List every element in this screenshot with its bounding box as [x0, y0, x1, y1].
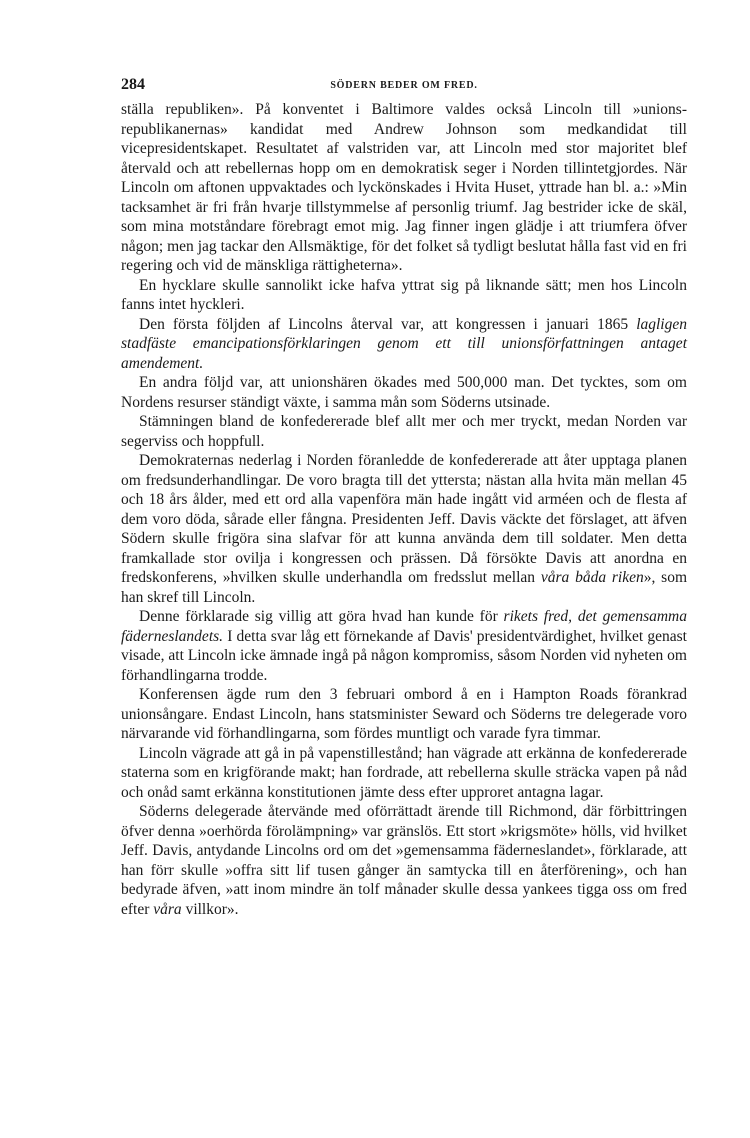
text-run: Söderns delegerade återvände med oförrättadt ärende till Richmond, där förbittringen öfver denna »oerhörda förolämpning» var gränslös. Ett stort »krigsmöte» hölls, vid hvilket Jeff. Davis, antydande Lincolns ord om det »gemensamma fäderneslandet», förklarade, att han förr skulle »offra sitt lif tusen gånger än samtycka till en återförening», och han bedyrade äfven, »att inom mindre än tolf månader skulle dessa yankees tigga oss om fred efter — [121, 803, 687, 918]
body-text — [121, 100, 687, 919]
paragraph — [121, 276, 687, 315]
paragraph — [121, 607, 687, 685]
text-run: Lincoln vägrade att gå in på vapenstillestånd; han vägrade att erkänna de konfedererade staterna som en krigförande makt; han fordrade, att rebellerna skulle sträcka vapen på nåd och onåd samt erkänna konstitutionen jämte dess efter upproret antagna lagar. — [121, 744, 687, 801]
text-run: Demokraternas nederlag i Norden föranledde de konfedererade att åter upptaga planen om fredsunderhandlingar. De voro bragta till det yttersta; nästan alla hvita män mellan 45 och 18 års ålder, med ett ord alla vapenföra män hade ingått vid arméen och de flesta af dem voro döda, sårade eller fångna. Presidenten Jeff. Davis väckte det förslaget, att äfven Södern skulle frigöra sina slafvar för att kunna använda dem till soldater. Men detta framkallade stor ovilja i kongressen och prässen. Då försökte Davis att anordna en fredskonferens, »hvilken skulle underhandla om fredsslut mellan — [121, 452, 687, 586]
text-run: En andra följd var, att unionshären ökades med 500,000 man. Det tycktes, som om Nordens resurser ständigt växte, i samma mån som Söderns utsinade. — [121, 374, 687, 411]
italic-text: våra båda riken — [540, 569, 644, 586]
text-run: Denne förklarade sig villig att göra hvad han kunde för — [139, 608, 504, 625]
italic-text: rikets fred, det gemensamma fäderneslandets. — [121, 608, 687, 645]
page-header — [121, 76, 687, 96]
paragraph — [121, 373, 687, 412]
text-run: ställa republiken». På konventet i Baltimore valdes också Lincoln till »unions-republikanernas» kandidat med Andrew Johnson som medkandidat till vicepresidentskapet. Resultatet af valstriden var, att Lincoln med stor majoritet blef återvald och att rebellernas hopp om en demokratisk seger i Norden tillintetgjordes. När Lincoln om aftonen uppvaktades och lyckönskades i Hvita Huset, yttrade han bl. a.: »Min tacksamhet är fri från hvarje tillstymmelse af personlig triumf. Jag bestrider icke de skäl, som mina motståndare förebragt emot mig. Jag finner ingen glädje i att triumfera öfver någon; men jag tackar den Allsmäktige, för det folket så tydligt beslutat hålla fast vid en fri regering och vid de mänskliga rättigheterna». — [121, 101, 687, 274]
paragraph — [121, 412, 687, 451]
text-run: villkor». — [181, 900, 239, 918]
page-number: 284 — [121, 76, 145, 93]
running-head: SÖDERN BEDER OM FRED. — [330, 80, 478, 91]
italic-text: våra — [153, 900, 182, 918]
paragraph — [121, 315, 687, 374]
text-run: En hycklare skulle sannolikt icke hafva yttrat sig på liknande sätt; men hos Lincoln fanns intet hyckleri. — [121, 276, 687, 313]
text-run: », som han skref till Lincoln. — [121, 569, 688, 606]
paragraph — [121, 100, 687, 276]
paragraph — [121, 802, 687, 919]
book-page — [121, 76, 687, 919]
italic-text: lagligen stadfäste emancipationsförklaringen genom ett till unionsförfattningen antaget amendement. — [121, 315, 687, 372]
paragraph — [121, 451, 687, 607]
text-run: Stämningen bland de konfedererade blef allt mer och mer tryckt, medan Norden var segerviss och hoppfull. — [121, 413, 687, 450]
paragraph — [121, 744, 687, 803]
text-run: Den första följden af Lincolns återval var, att kongressen i januari 1865 — [139, 315, 637, 333]
text-run: Konferensen ägde rum den 3 februari ombord å en i Hampton Roads förankrad unionsångare. Endast Lincoln, hans statsminister Seward och Söderns tre delegerade voro närvarande vid förhandlingarna, som fördes muntligt och varade fyra timmar. — [121, 686, 687, 742]
text-run: I detta svar låg ett förnekande af Davis' presidentvärdighet, hvilket genast visade, att Lincoln icke ämnade ingå på någon kompromiss, såsom Norden vid nyheten om förhandlingarna trodde. — [121, 627, 687, 684]
paragraph — [121, 685, 687, 744]
